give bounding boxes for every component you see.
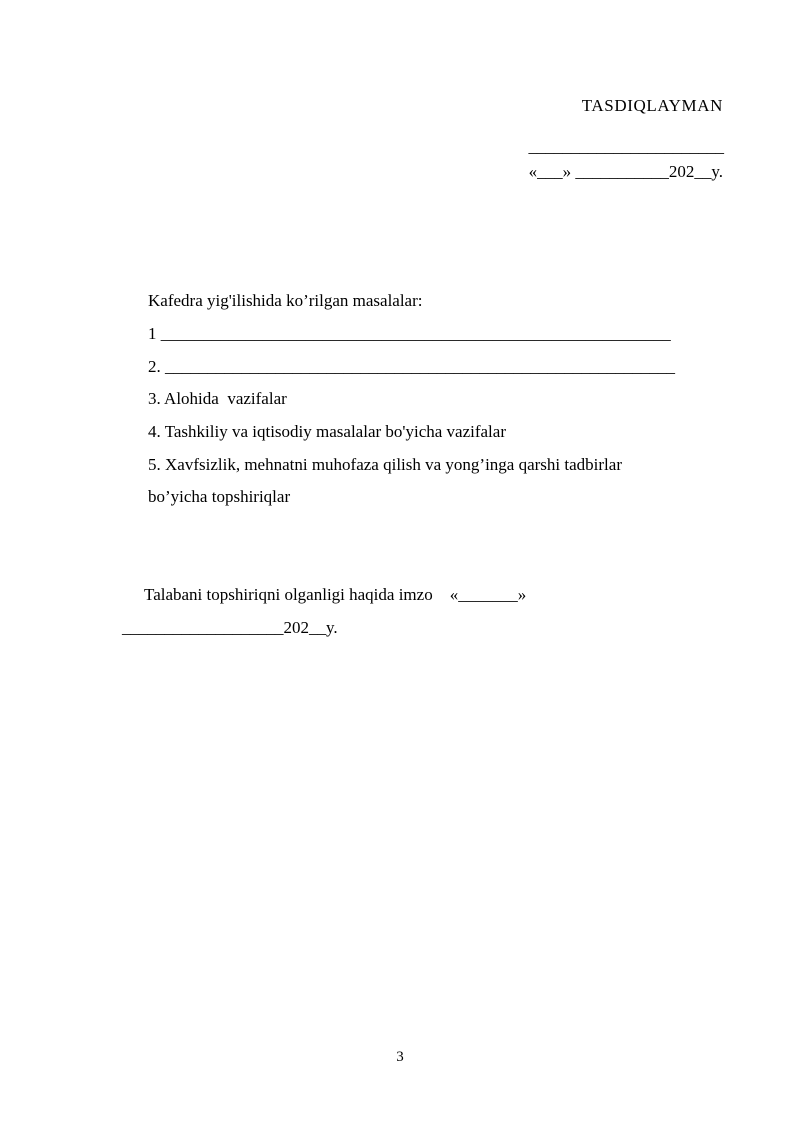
task-item-1: 1 ____________________________________________________________ — [148, 324, 671, 343]
task-item-2: 2. ____________________________________________________________ — [148, 357, 675, 376]
approval-title: TASDIQLAYMAN — [581, 96, 723, 115]
task-item-5-continuation: bo’yicha topshiriqlar — [148, 487, 291, 506]
approver-signature-line: _______________________ — [528, 137, 724, 156]
tasks-heading: Kafedra yig'ilishida ko’rilgan masalalar: — [148, 291, 423, 310]
task-item-3: 3. Alohida vazifalar — [148, 389, 287, 408]
student-receipt-signature: Talabani topshiriqni olganligi haqida imzo «_______» — [144, 585, 527, 604]
approval-date-line: «___» ___________202__y. — [528, 162, 723, 181]
page-number: 3 — [396, 1049, 404, 1065]
task-item-5: 5. Xavfsizlik, mehnatni muhofaza qilish va yong’inga qarshi tadbirlar — [148, 455, 622, 474]
task-item-4: 4. Tashkiliy va iqtisodiy masalalar bo'yicha vazifalar — [148, 422, 506, 441]
student-receipt-date: ___________________202__y. — [122, 618, 338, 637]
